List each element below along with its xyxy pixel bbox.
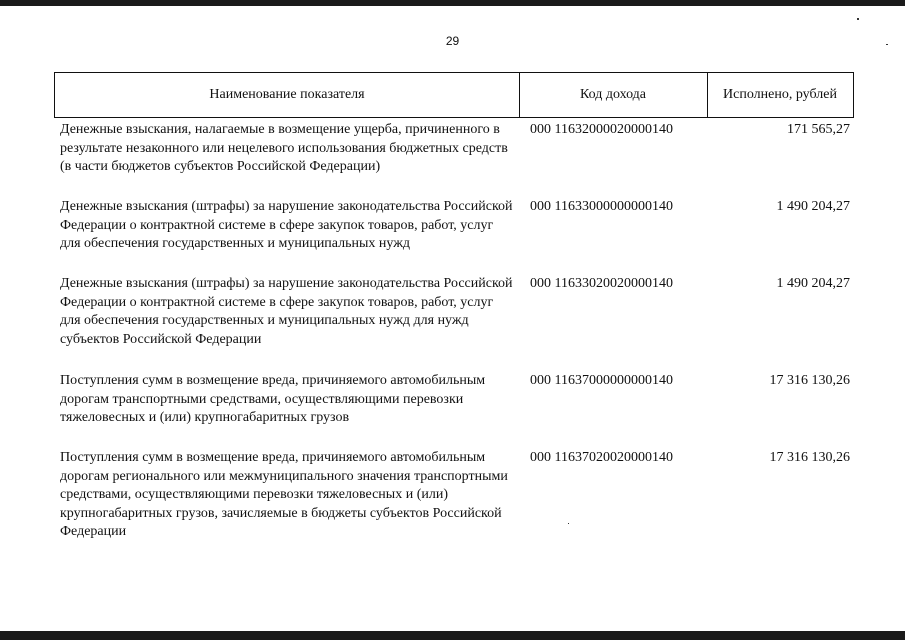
page-number: 29	[445, 34, 460, 48]
scan-speck	[886, 44, 888, 45]
header-amount: Исполнено, рублей	[723, 87, 837, 102]
row-name: Поступления сумм в возмещение вреда, причиняемого автомобильным дорогам транспортными средствами, осуществляющими перевозки тяжеловесных и (или) крупногабаритных грузов	[60, 373, 486, 426]
row-name: Поступления сумм в возмещение вреда, причиняемого автомобильным дорогам регионального или межмуниципального значения транспортными средствами, осуществляющими перевозки тяжеловесных и (или) крупногабаритных грузов, зачисляемые в бюджеты субъектов Российской Федерации	[60, 450, 508, 540]
row-name: Денежные взыскания (штрафы) за нарушение законодательства Российской Федерации о контрактной системе в сфере закупок товаров, работ, услуг для обеспечения государственных и муниципальных нужд	[60, 199, 513, 252]
row-amount: 1 490 204,27	[776, 199, 850, 214]
row-amount: 17 316 130,26	[769, 373, 850, 388]
row-code: 000 11637000000000140	[530, 373, 673, 388]
row-amount: 17 316 130,26	[769, 450, 850, 465]
header-code: Код дохода	[519, 73, 708, 117]
row-code: 000 11633020020000140	[530, 276, 673, 291]
scan-speck	[857, 18, 859, 20]
scan-speck	[568, 523, 569, 524]
header-name: Наименование показателя	[55, 73, 520, 117]
row-name: Денежные взыскания (штрафы) за нарушение законодательства Российской Федерации о контрактной системе в сфере закупок товаров, работ, услуг для обеспечения государственных и муниципальных нужд для нужд субъектов Российской Федерации	[60, 276, 513, 347]
table-header	[54, 72, 854, 118]
scan-edge-top	[0, 0, 905, 6]
row-amount: 171 565,27	[787, 122, 850, 137]
row-name: Денежные взыскания, налагаемые в возмещение ущерба, причиненного в результате незаконного или нецелевого использования бюджетных средств (в части бюджетов субъектов Российской Федерации)	[60, 122, 508, 175]
row-code: 000 11633000000000140	[530, 199, 673, 214]
scan-edge-bottom	[0, 631, 905, 640]
row-code: 000 11637020020000140	[530, 450, 673, 465]
row-amount: 1 490 204,27	[776, 276, 850, 291]
row-code: 000 11632000020000140	[530, 122, 673, 137]
